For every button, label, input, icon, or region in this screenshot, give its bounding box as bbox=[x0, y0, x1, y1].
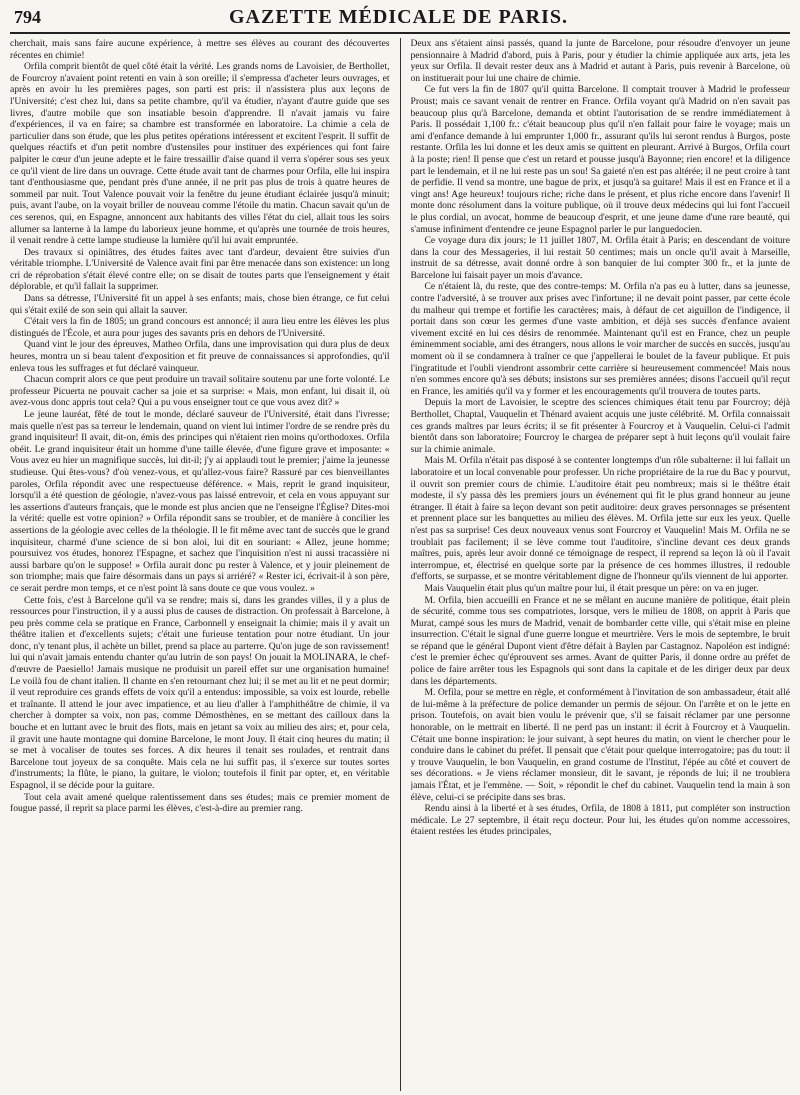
paragraph: cherchait, mais sans faire aucune expérience, à mettre ses élèves au courant des découvertes récentes en chimie! bbox=[10, 38, 390, 61]
column-divider bbox=[400, 38, 401, 1091]
paragraph: Cette fois, c'est à Barcelone qu'il va se rendre; mais si, dans les grandes villes, il y a plus de ressources pour l'instruction, il y a aussi plus de causes de distraction. On professait à Barcelone, à peu près comme cela se pratique en France, Carbonnell y enseignait la chimie; mais il y avait un théâtre italien et d'excellents sujets; c'était une furieuse tentation pour notre étudiant. Un jour donc, n'y tenant plus, il achète un billet, prend sa place au parterre. Qu'on juge de son ravissement! lui qui n'avait jamais entendu chanter qu'au lutrin de son pays! On jouait la MOLINARA, le chef-d'œuvre de Paesiello! Jamais musique ne produisit un pareil effet sur une organisation humaine! Le voilà fou de chant italien. Il chante en s'en retournant chez lui; il se met au lit et ne peut dormir; il veut reproduire ces grands effets de voix qu'il a entendus: impossible, sa voix est lourde, rebelle et traînante. Il attend le jour avec impatience, et au lieu d'aller à l'amphithéâtre de chimie, il va chercher à dompter sa voix, non pas, comme Démosthènes, en se mettant des cailloux dans la bouche et en luttant avec le bruit des flots, mais en jetant sa voix au milieu des airs; et, pour cela, il gravit une haute montagne qui domine Barcelone, le mont Jouy. Il était cinq heures du matin; il se met à vocaliser de toutes ses forces. A dix heures il tenait ses roulades, et rentrait dans Barcelone tout joyeux de sa conquête. Mais cela ne lui suffit pas, il s'exerce sur toutes sortes d'instruments; la flûte, le piano, la guitare, le violon; toutefois il finit par opter, et, en véritable Espagnol, il se décide pour la guitare. bbox=[10, 594, 390, 791]
paragraph: Ce voyage dura dix jours; le 11 juillet 1807, M. Orfila était à Paris; en descendant de voiture dans la cour des Messageries, il lui restait 50 centimes; mais un oncle qu'il avait à Marseille, instruit de sa détresse, avait donné ordre à son banquier de lui compter 300 fr., et la junte de Barcelone lui faisait payer un mois d'avance. bbox=[410, 235, 790, 281]
page-title: GAZETTE MÉDICALE DE PARIS. bbox=[228, 6, 569, 28]
paragraph: M. Orfila, bien accueilli en France et ne se mêlant en aucune manière de politique, était plein de sécurité, comme tous ses compatriotes, lorsque, vers le milieu de 1808, on apprit à Paris que Murat, campé sous les murs de Madrid, venait de bombarder cette ville, qui s'était mise en pleine insurrection. C'était le signal d'une guerre longue et meurtrière. Vers le mois de septembre, le bruit se répand que le général Dupont vient d'être défait à Baylen par Castagnoz. Napoléon est indigné: c'est le premier échec qu'éprouvent ses armes. Avant de quitter Paris, il donne ordre au préfet de police de faire arrêter tous les Espagnols qui sont dans la capitale et de les diriger deux par deux dans les départements. bbox=[410, 594, 790, 687]
paragraph: Chacun comprit alors ce que peut produire un travail solitaire soutenu par une forte volonté. Le professeur Picuerta ne pouvait cacher sa joie et sa surprise: « Mais, mon enfant, lui disait il, où avez-vous donc appris tout cela? Qui a pu vous enseigner tout ce que vous avez dit? » bbox=[10, 374, 390, 409]
paragraph: Dans sa détresse, l'Université fit un appel à ses enfants; mais, chose bien étrange, ce fut celui qui s'était exilé de son sein qui allait la sauver. bbox=[10, 293, 390, 316]
paragraph: Ce n'étaient là, du reste, que des contre-temps: M. Orfila n'a pas eu à lutter, dans sa jeunesse, contre l'adversité, à se trouver aux prises avec l'infortune; il ne devait point passer, par cette école du malheur qui trempe et fortifie les caractères; mais, à défaut de cet aiguillon de l'indigence, il portait dans son cœur les germes d'une vaste ambition, et déjà ses succès d'enfance avaient vivement excité en lui ces désirs de renommée. Maintenant qu'il est en France, chez un peuple éminemment sociable, ami des étrangers, nous allons le voir marcher de succès en succès, jusqu'au moment où il se condamnera à traîner ce que j'appellerai le boulet de la faveur publique. Et puis l'ingratitude et l'oubli viendront assombrir cette carrière si heureusement commencée! Mais nous n'en sommes encore qu'à ses débuts; insistons sur ses premières années; disons l'accueil qu'il reçut en France, les amitiés qu'il va y former et les encouragements qu'il trouvera de toutes parts. bbox=[410, 281, 790, 397]
paragraph: Mais Vauquelin était plus qu'un maître pour lui, il était presque un père: on va en juger. bbox=[424, 582, 759, 594]
page-header bbox=[10, 6, 790, 34]
paragraph: M. Orfila, pour se mettre en règle, et conformément à l'invitation de son ambassadeur, était allé de lui-même à la préfecture de police demander un permis de séjour. On l'arrête et on le jette en prison. Toutefois, on avait bien voulu le prévenir que, s'il se faisait réclamer par une personne honorable, on le mettrait en liberté. Il ne perd pas un instant: il écrit à Fourcroy et à Vauquelin. C'était une bonne inspiration: le jour suivant, à sept heures du matin, on vient le chercher pour le conduire dans le cabinet du préfet. Il pensait que c'était pour quelque interrogatoire; pas du tout: il y trouve Vauquelin, le bon Vauquelin, en grand costume de l'Institut, l'épée au côté et couvert de ses décorations. « Je viens réclamer monsieur, dit le savant, je réponds de lui; il ne troublera jamais l'État, et je l'emmène. — Soit, » répondit le chef du cabinet. Vauquelin tend la main à son élève, celui-ci se précipite dans ses bras. bbox=[410, 687, 790, 803]
right-column bbox=[411, 38, 791, 1091]
paragraph: Des travaux si opiniâtres, des études faites avec tant d'ardeur, devaient être suivies d'un véritable triomphe. L'Université de Valence avait fini par être menacée dans son existence: un long cri de réprobation s'était élevé contre elle; on se disait de toutes parts que l'enseignement y était déplorable, et qu'il fallait la supprimer. bbox=[10, 246, 390, 293]
newspaper-page bbox=[10, 6, 790, 1091]
page-number: 794 bbox=[14, 7, 41, 27]
paragraph: Deux ans s'étaient ainsi passés, quand la junte de Barcelone, pour résoudre d'envoyer un jeune pensionnaire à Madrid d'abord, puis à Paris, pour y étudier la chimie appliquée aux arts, jeta les yeux sur Orfila. Il devait rester deux ans à Madrid et autant à Paris, puis revenir à Barcelone, où on instituerait pour lui une chaire de chimie. bbox=[410, 38, 790, 84]
paragraph: Orfila comprit bientôt de quel côté était la vérité. Les grands noms de Lavoisier, de Berthollet, de Fourcroy n'avaient point retenti en vain à son oreille; il s'empressa d'acheter leurs ouvrages, et après en avoir lu les premières pages, son parti est pris: il n'assistera plus aux leçons de l'Université; c'est chez lui, dans sa petite chambre, qu'il va étudier, n'ayant d'autre guide que ses livres, d'autre mobile que son insatiable besoin d'apprendre. Il n'avait jamais vu faire d'expériences, il va en faire; sa chambre est transformée en laboratoire. La chimie a cela de particulier dans son étude, que les plus petites opérations intéressent et excitent l'esprit. Il suffit de quelques réactifs et d'un petit nombre d'ustensiles pour instituer des expériences qui font faire palpiter le cœur d'un jeune adepte et le faire tressaillir d'aise quand il verra s'opérer sous ses yeux ce qu'il vient de lire dans un ouvrage. Cette étude avait tant de charmes pour Orfila, elle lui inspira tant d'enthousiasme que, pendant près d'une année, il ne prit pas plus de trois à quatre heures de sommeil par nuit. Tout Valence pouvait voir la fenêtre du jeune étudiant éclairée jusqu'à minuit; puis, avant l'aube, on la voyait briller de nouveau comme l'étoile du matin. Chacun savait qu'un de ces serenos, qui, en Espagne, annoncent aux habitants des villes l'état du ciel, allait tous les soirs allumer sa lanterne à la lampe du laborieux jeune homme, et qu'après une tournée de trois heures, il venait rendre à cette lampe studieuse la lumière qu'il lui avait empruntée. bbox=[10, 61, 390, 247]
left-column bbox=[10, 38, 390, 1091]
paragraph: Tout cela avait amené quelque ralentissement dans ses études; mais ce premier moment de fougue passé, il reprit sa place parmi les élèves, c'est-à-dire au premier rang. bbox=[10, 791, 390, 815]
text-columns bbox=[10, 38, 790, 1091]
paragraph: Quand vint le jour des épreuves, Matheo Orfila, dans une improvisation qui dura plus de deux heures, montra un si beau talent d'exposition et fit preuve de connaissances si approfondies, qu'il enleva tous les suffrages et fut déclaré vainqueur. bbox=[10, 339, 390, 374]
paragraph: Mais M. Orfila n'était pas disposé à se contenter longtemps d'un rôle subalterne: il lui fallait un laboratoire et un local convenable pour professer. Un riche propriétaire de la rue du Bac y pourvut, il ouvrit son premier cours de chimie. L'auditoire était peu nombreux; mais si le théâtre était modeste, il s'y passa dès les premiers jours un événement qui fit le plus grand honneur au jeune étranger. Il était à faire sa leçon devant son petit auditoire: deux graves personnages se présentent et prennent place sur les banquettes au milieu des élèves. M. Orfila jette sur eux les yeux. Quelle n'est pas sa surprise! Ces deux nouveaux venus sont Fourcroy et Vauquelin! Mais M. Orfila ne se troublait pas facilement; il se lève comme tout l'auditoire, s'incline devant ces deux grands maîtres, puis, après leur avoir donné ce témoignage de respect, il reprend sa leçon là où il l'avait interrompue, et, électrisé en quelque sorte par la présence de ces hommes illustres, il redouble d'efforts, se surpasse, et se montre véritablement digne de l'honneur qu'ils viennent de lui apporter. bbox=[410, 455, 790, 583]
paragraph: C'était vers la fin de 1805; un grand concours est annoncé; il aura lieu entre les élèves les plus distingués de l'École, et aura pour juges des savants pris en dehors de l'Université. bbox=[10, 316, 390, 339]
paragraph: Le jeune lauréat, fêté de tout le monde, déclaré sauveur de l'Université, était dans l'ivresse; mais quelle n'est pas sa terreur le lendemain, quand on vient lui intimer l'ordre de se rendre près du grand inquisiteur! Il avait, dit-on, émis des principes qui n'étaient rien moins qu'orthodoxes. Orfila obéit. Le grand inquisiteur était un homme d'une taille élevée, d'une figure grave et imposante: « Vous avez eu hier un magnifique succès, lui dit-il; j'y ai applaudi tout le premier; j'aime la jeunesse studieuse. Qui êtes-vous? d'où venez-vous, et qu'allez-vous faire? Rassuré par ces bienveillantes paroles, Orfila répondit avec une respectueuse déférence. « Mais, reprit le grand inquisiteur, lorsqu'il a été question de géologie, n'avez-vous pas laissé entrevoir, et cela en vous appuyant sur les assertions d'auteurs français, que le monde est plus ancien que ne l'enseigne l'Église? Dites-moi la vérité: quelle est votre opinion? » Orfila répondit sans se troubler, et de manière à concilier les assertions de la géologie avec celles de la théologie. Il le fit même avec tant de succès que le grand inquisiteur, charmé d'une science de si bon aloi, lui dit en souriant: « Allez, jeune homme; poursuivez vos études, honorez l'Espagne, et sachez que l'inquisition n'est ni aussi tracassière ni aussi barbare qu'on le suppose! » Orfila aurait donc pu rester à Valence, et y jouir pleinement de son triomphe; mais que faire désormais dans un pays si arriéré? « Rester ici, écrivait-il à son père, ce serait perdre mon temps, et ce n'est point là sans doute ce que vous voulez. » bbox=[10, 409, 390, 594]
paragraph: Rendu ainsi à la liberté et à ses études, Orfila, de 1808 à 1811, put compléter son instruction médicale. Le 27 septembre, il était reçu docteur. Pour lui, les études qu'on nomme accessoires, étaient restées les études principales, bbox=[410, 803, 790, 838]
paragraph: Ce fut vers la fin de 1807 qu'il quitta Barcelone. Il comptait trouver à Madrid le professeur Proust; mais ce savant venait de rentrer en France. Orfila voyant qu'à Madrid on n'en savait pas beaucoup plus qu'à Barcelone, demanda et obtint l'autorisation de se rendre immédiatement à Paris. Il possédait 1,100 fr.: c'était beaucoup plus qu'il n'en fallait pour faire le voyage; mais un ami d'enfance demande à lui emprunter 1,000 fr., assurant qu'ils lui seront rendus à Burgos, poste restante. Orfila les lui donne et les deux amis se quittent en pleurant. Arrivé à Burgos, Orfila court à la poste; rien! Il pense que c'est un retard et pousse jusqu'à Bayonne; rien encore! et la diligence part le lendemain, et il ne lui reste pas un sou! Sa gaieté n'en est pas altérée; il ne peut croire à tant de perfidie. Il vend sa montre, une bague de prix, et jusqu'à sa guitare! Mais il est en France et il a vingt ans! Age heureux! toujours riche; riche dans le présent, et plus riche encore dans l'avenir! Il monte donc résolument dans la voiture publique, où il trouve deux médecins qui lui font l'accueil le plus cordial, un avocat, homme de beaucoup d'esprit, et une jeune dame d'une rare beauté, qui s'amuse infiniment d'entendre ce jeune Espagnol parler le pur languedocien. bbox=[410, 84, 790, 235]
paragraph: Depuis la mort de Lavoisier, le sceptre des sciences chimiques était tenu par Fourcroy; déjà Berthollet, Chaptal, Vauquelin et Thénard avaient acquis une juste célébrité. M. Orfila connaissait ces grands maîtres par leurs écrits; il se fit présenter à Fourcroy et à Vauquelin. Celui-ci l'admit bientôt dans son laboratoire; Fourcroy le chargea de préparer sept à huit leçons qu'il voulait faire sur la chimie animale. bbox=[410, 397, 790, 455]
